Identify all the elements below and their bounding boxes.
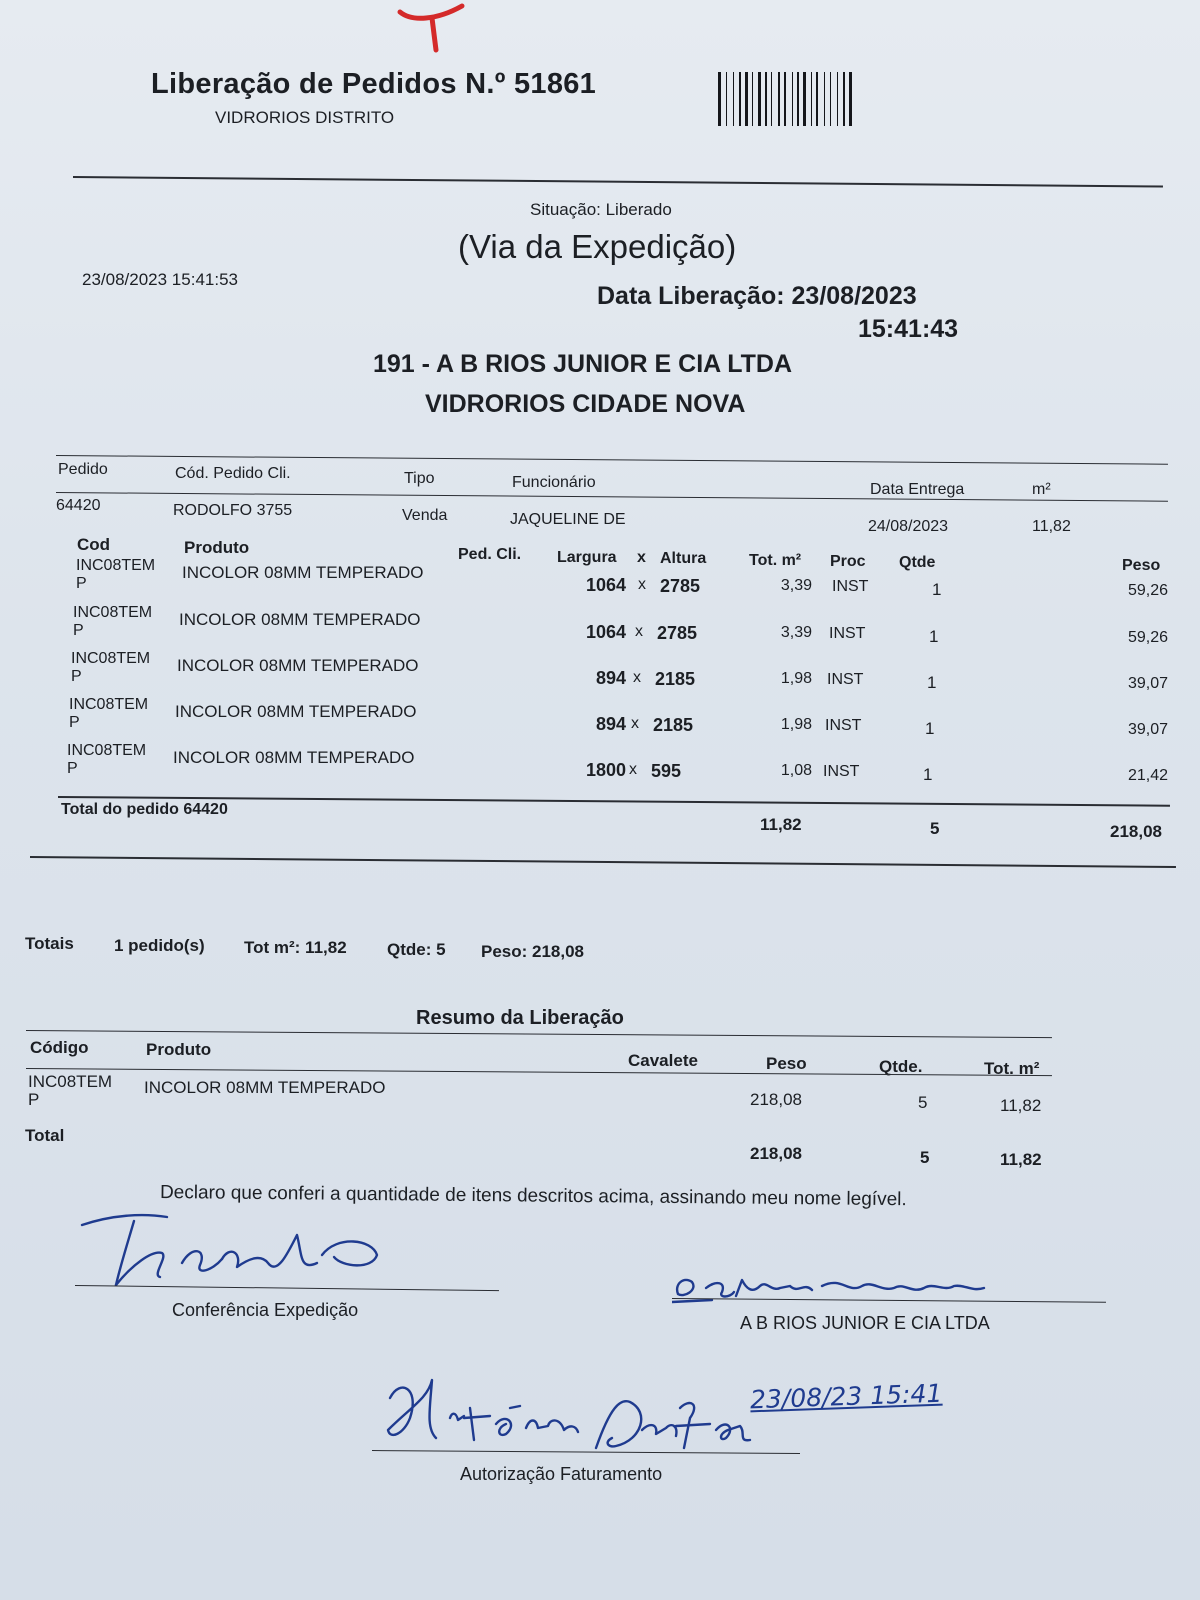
item-altura: 2185 (655, 669, 696, 689)
divider (56, 455, 1168, 465)
customer-name: 191 - A B RIOS JUNIOR E CIA LTDA (373, 350, 793, 378)
summary-total-qtde: 5 (920, 1148, 930, 1167)
label-conferencia-expedicao: Conferência Expedição (172, 1300, 359, 1320)
summary-row-produto: INCOLOR 08MM TEMPERADO (144, 1078, 386, 1097)
col-largura: Largura (557, 549, 617, 566)
item-cod: INC08TEM (73, 604, 153, 621)
item-tot-m2: 3,39 (780, 624, 812, 641)
item-x: x (638, 576, 646, 593)
value-m2: 11,82 (1032, 518, 1071, 535)
item-x: x (635, 623, 643, 640)
item-tot-m2: 1,98 (780, 670, 812, 687)
divider (26, 1030, 1052, 1038)
item-peso: 39,07 (1127, 721, 1168, 738)
release-time: 15:41:43 (858, 315, 959, 343)
item-largura: 894 (595, 714, 626, 734)
item-proc: INST (827, 671, 864, 688)
item-produto: INCOLOR 08MM TEMPERADO (182, 563, 424, 582)
divider (30, 856, 1176, 868)
col-cod-pedido-cli: Cód. Pedido Cli. (175, 465, 291, 482)
item-proc: INST (829, 625, 866, 642)
value-pedido: 64420 (56, 497, 101, 514)
col-tot-m2: Tot. m² (749, 552, 802, 569)
item-cod: INC08TEM (69, 696, 149, 713)
item-altura: 595 (651, 761, 682, 781)
col-produto: Produto (184, 538, 250, 557)
item-cod-suffix: P (67, 760, 78, 777)
item-largura: 1064 (585, 575, 626, 595)
summary-col-codigo: Código (30, 1038, 89, 1057)
order-total-m2: 11,82 (760, 815, 802, 834)
signature-faturamento (380, 1368, 780, 1458)
item-largura: 1064 (585, 622, 626, 642)
col-altura: Altura (660, 550, 707, 567)
item-qtde: 1 (925, 719, 935, 738)
col-pedido: Pedido (58, 461, 108, 478)
order-total-label: Total do pedido 64420 (61, 801, 228, 818)
col-data-entrega: Data Entrega (870, 481, 965, 498)
summary-col-peso: Peso (766, 1054, 807, 1073)
declaration-text: Declaro que conferi a quantidade de itens descritos acima, assinando meu nome legível. (159, 1182, 907, 1211)
summary-row-qtde: 5 (918, 1093, 928, 1112)
item-tot-m2: 3,39 (780, 577, 812, 594)
printed-timestamp: 23/08/2023 15:41:53 (82, 270, 238, 289)
item-produto: INCOLOR 08MM TEMPERADO (175, 702, 417, 721)
summary-row-peso: 218,08 (750, 1090, 802, 1109)
item-qtde: 1 (927, 673, 937, 692)
col-m2: m² (1032, 481, 1051, 498)
summary-col-cavalete: Cavalete (628, 1051, 698, 1070)
summary-row-cod: INC08TEM (28, 1072, 113, 1091)
totals-peso: Peso: 218,08 (481, 942, 585, 961)
company-name: VIDRORIOS DISTRITO (215, 108, 395, 127)
item-produto: INCOLOR 08MM TEMPERADO (177, 656, 419, 675)
col-funcionario: Funcionário (512, 474, 596, 491)
value-cod-pedido-cli: RODOLFO 3755 (173, 502, 293, 519)
release-date: Data Liberação: 23/08/2023 (597, 282, 917, 310)
totals-pedidos: 1 pedido(s) (114, 936, 205, 955)
via-label: (Via da Expedição) (458, 228, 737, 265)
col-tipo: Tipo (404, 470, 435, 487)
item-altura: 2185 (653, 715, 694, 735)
item-peso: 21,42 (1127, 767, 1168, 784)
item-largura: 894 (595, 668, 626, 688)
barcode-icon (718, 72, 912, 126)
order-total-peso: 218,08 (1110, 822, 1162, 841)
item-peso: 59,26 (1127, 582, 1168, 599)
value-tipo: Venda (402, 507, 448, 524)
summary-total-label: Total (25, 1126, 65, 1145)
document-title: Liberação de Pedidos N.º 51861 (151, 68, 597, 100)
summary-col-tot-m2: Tot. m² (984, 1059, 1040, 1078)
col-proc: Proc (830, 553, 866, 570)
summary-total-peso: 218,08 (750, 1144, 802, 1163)
item-qtde: 1 (929, 627, 939, 646)
item-proc: INST (825, 717, 862, 734)
item-tot-m2: 1,98 (780, 716, 812, 733)
signature-expedicao (72, 1205, 412, 1295)
value-data-entrega: 24/08/2023 (868, 518, 949, 535)
summary-col-qtde: Qtde. (879, 1057, 923, 1076)
item-cod: INC08TEM (71, 650, 151, 667)
item-cod: INC08TEM (76, 557, 156, 574)
totals-label: Totais (25, 934, 74, 953)
col-cod: Cod (77, 535, 111, 554)
summary-row-tot-m2: 11,82 (1000, 1096, 1042, 1115)
item-altura: 2785 (657, 623, 698, 643)
item-largura: 1800 (585, 760, 626, 780)
item-x: x (629, 761, 637, 778)
value-funcionario: JAQUELINE DE (510, 511, 626, 528)
summary-row-cod-suffix: P (28, 1090, 40, 1109)
col-ped-cli: Ped. Cli. (458, 546, 522, 563)
divider (73, 176, 1163, 188)
handwritten-date: 23/08/23 15:41 (749, 1378, 943, 1415)
item-cod-suffix: P (71, 668, 82, 685)
divider (56, 492, 1168, 502)
item-x: x (633, 669, 641, 686)
summary-title: Resumo da Liberação (416, 1007, 624, 1029)
label-autorizacao-faturamento: Autorização Faturamento (460, 1464, 663, 1484)
label-cliente: A B RIOS JUNIOR E CIA LTDA (740, 1313, 990, 1333)
totals-m2: Tot m²: 11,82 (244, 938, 347, 957)
summary-col-produto: Produto (146, 1040, 212, 1059)
item-altura: 2785 (660, 576, 701, 596)
item-cod-suffix: P (73, 622, 84, 639)
item-produto: INCOLOR 08MM TEMPERADO (173, 748, 415, 767)
red-pen-mark (392, 0, 482, 55)
item-x: x (631, 715, 639, 732)
item-proc: INST (832, 578, 869, 595)
item-cod-suffix: P (76, 575, 87, 592)
customer-store: VIDRORIOS CIDADE NOVA (425, 390, 746, 418)
item-cod: INC08TEM (67, 742, 147, 759)
item-qtde: 1 (923, 765, 933, 784)
item-peso: 59,26 (1127, 629, 1168, 646)
col-peso: Peso (1122, 557, 1161, 574)
col-x: x (637, 549, 646, 566)
col-qtde: Qtde (899, 554, 936, 571)
totals-qtde: Qtde: 5 (387, 940, 446, 959)
item-cod-suffix: P (69, 714, 80, 731)
item-tot-m2: 1,08 (780, 762, 812, 779)
order-total-qtde: 5 (930, 819, 940, 838)
item-produto: INCOLOR 08MM TEMPERADO (179, 610, 421, 629)
item-proc: INST (823, 763, 860, 780)
summary-total-tot-m2: 11,82 (1000, 1150, 1042, 1169)
item-peso: 39,07 (1127, 675, 1168, 692)
status-text: Situação: Liberado (530, 200, 672, 219)
item-qtde: 1 (932, 580, 942, 599)
